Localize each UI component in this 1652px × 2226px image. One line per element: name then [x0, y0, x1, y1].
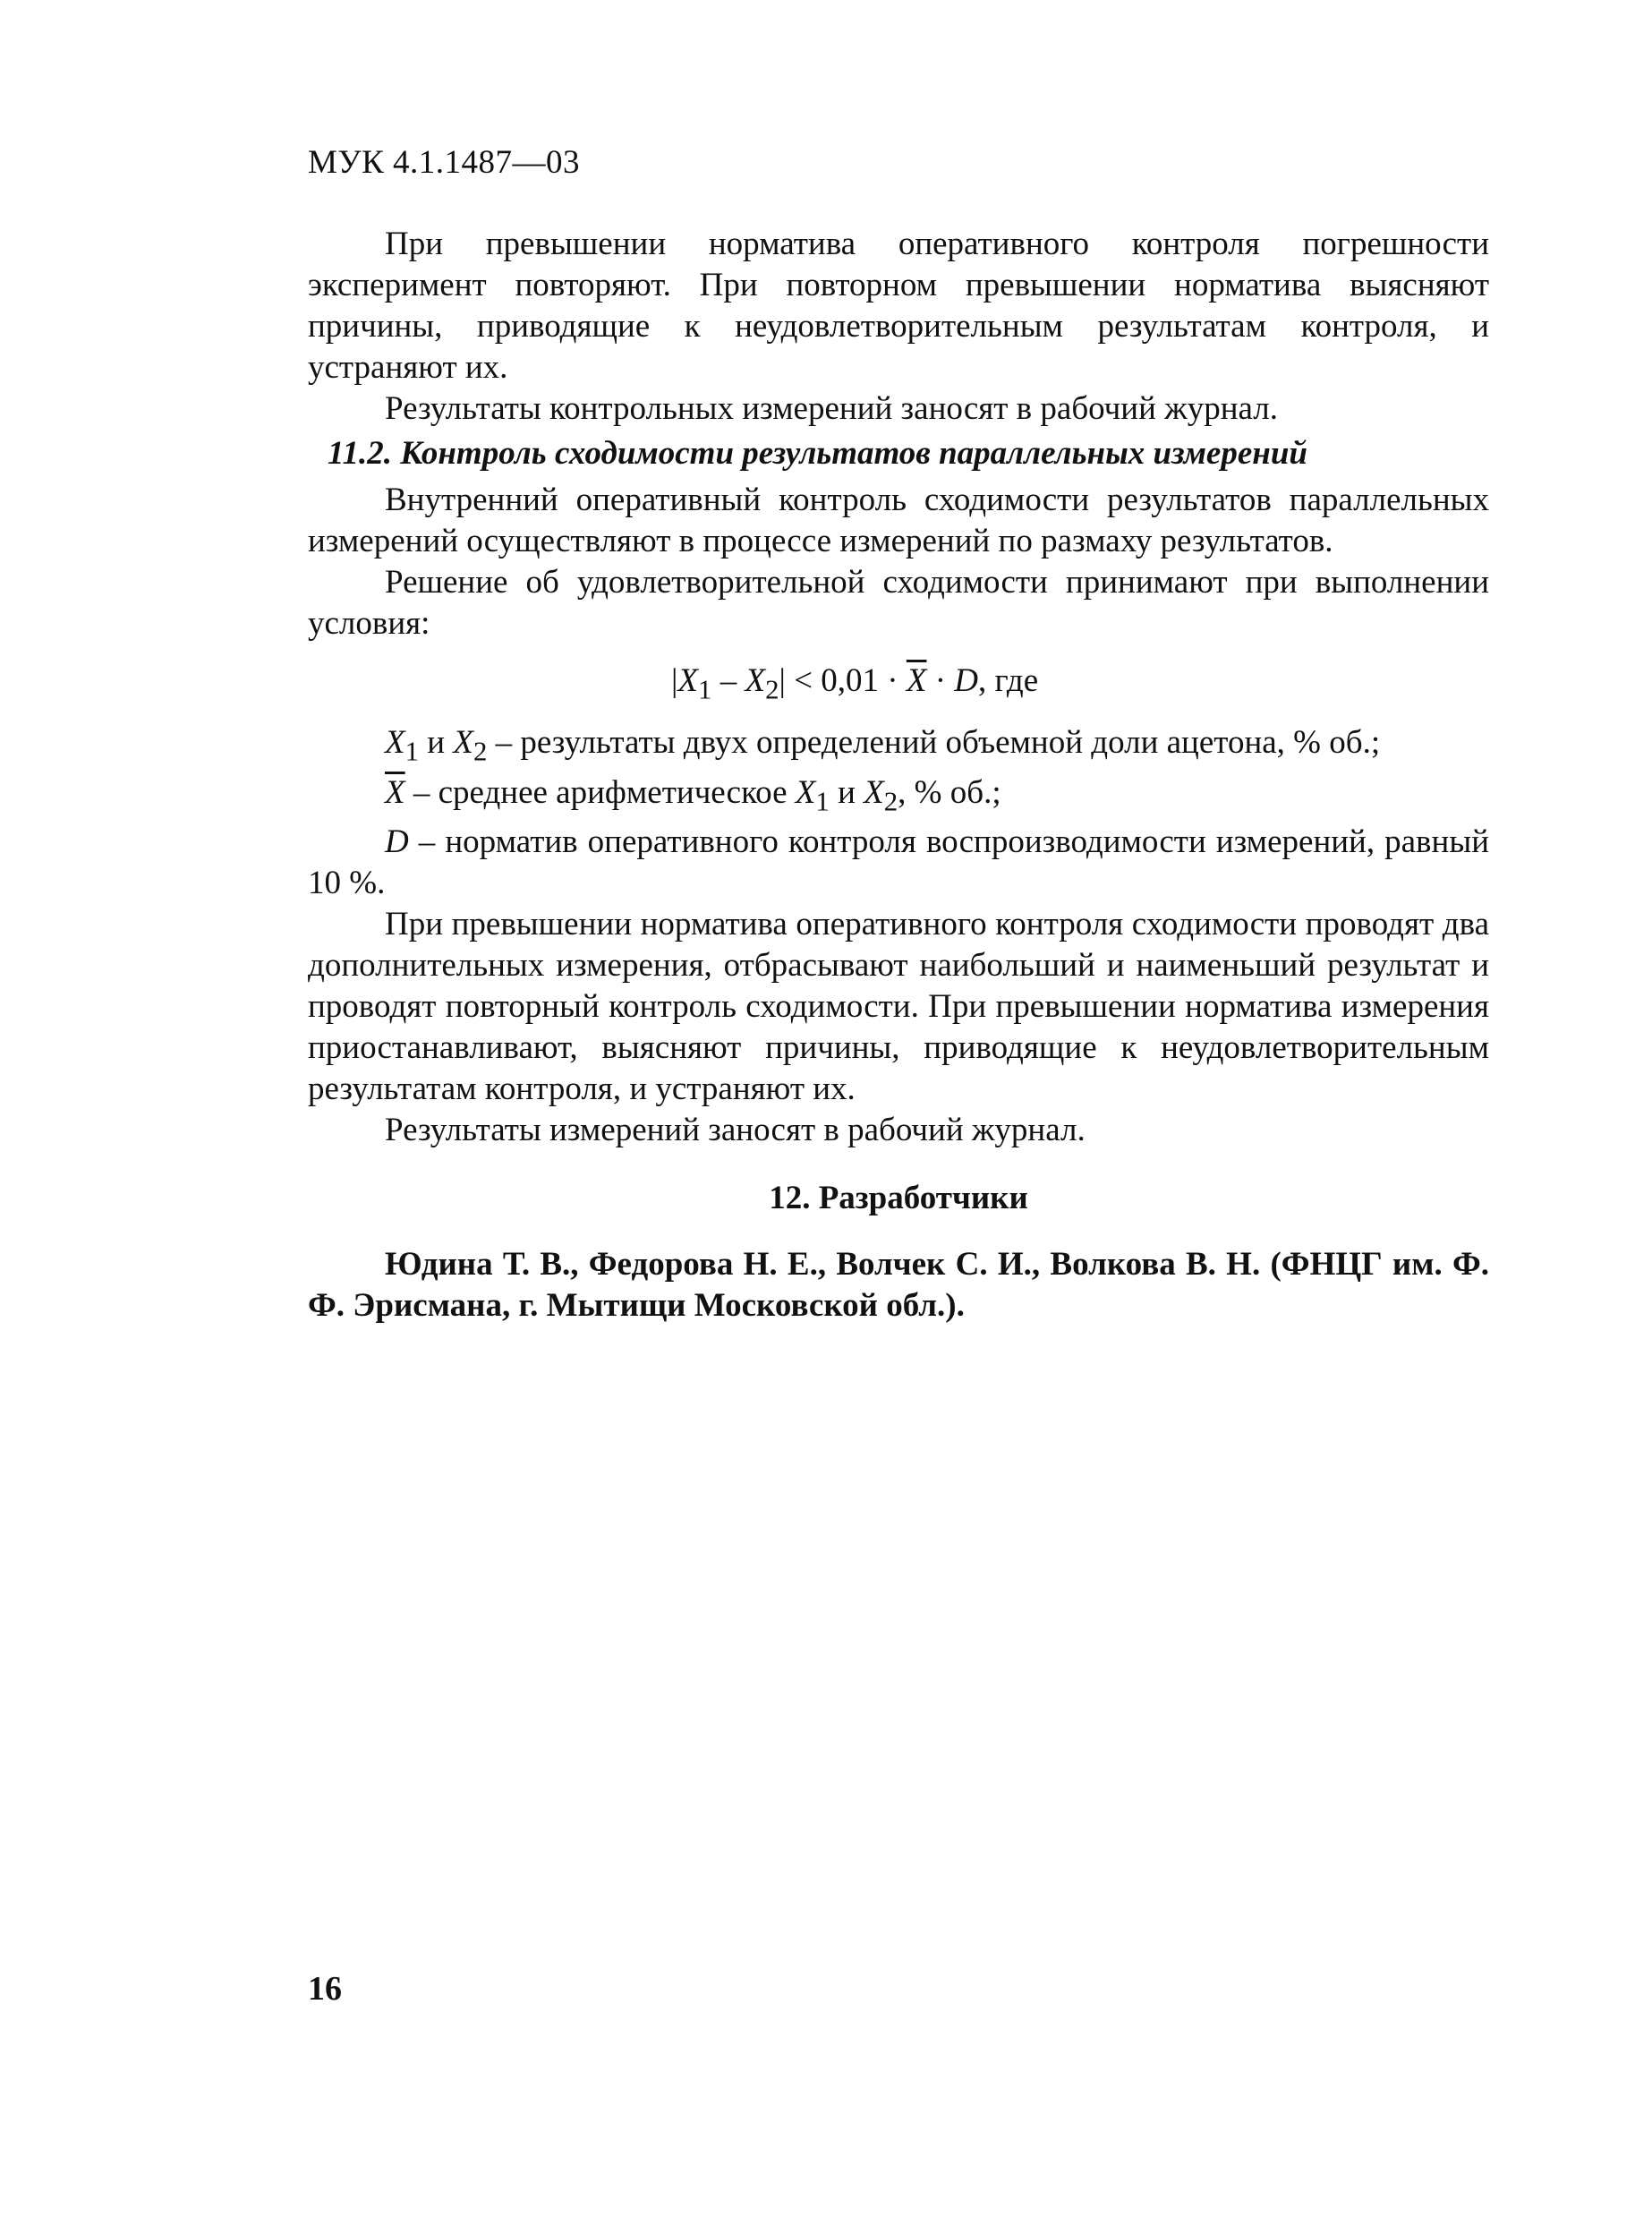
def2-x2: X [864, 773, 884, 811]
page-number: 16 [308, 1970, 342, 2008]
section-12-heading: 12. Разработчики [769, 1180, 1028, 1217]
formula-relation: < 0,01 · [785, 662, 907, 699]
paragraph-convergence-control: Внутренний оперативный контроль сходимости результатов параллельных измерений осуществляют в процессе измерений по размаху результатов. [308, 482, 1489, 559]
def1-x1: X [385, 724, 405, 762]
def2-sub1: 1 [815, 786, 830, 817]
formula-x1: X [677, 662, 699, 699]
def1-x2: X [453, 724, 473, 762]
def2-text: – среднее арифметическое [404, 773, 796, 811]
def1-sub1: 1 [404, 736, 420, 767]
paragraph-convergence-exceeded: При превышении норматива оперативного контроля сходимости проводят два дополнительных измерения, отбрасывают наибольший и наименьший результат и проводят повторный контроль сходимости. При превышении норматива измерения приостанавливают, выясняют причины, приводящие к неудовлетворительным результатам контроля, и устраняют их. [308, 906, 1489, 1108]
developers-list: Юдина Т. В., Федорова Н. Е., Волчек С. И., Волкова В. Н. (ФНЦГ им. Ф. Ф. Эрисмана, г. Мытищи Московской обл.). [308, 1246, 1489, 1325]
paragraph-log-results: Результаты контрольных измерений заносят в рабочий журнал. [385, 390, 1278, 427]
def1-text: – результаты двух определений объемной доли ацетона, % об.; [487, 724, 1381, 762]
formula-tail: , где [978, 662, 1039, 699]
def2-and: и [829, 773, 864, 811]
def3-d: D [385, 823, 409, 861]
formula-abs-open: | [671, 662, 678, 699]
def1-sub2: 2 [473, 736, 488, 767]
def2-x1: X [795, 773, 816, 811]
formula-x2: X [745, 662, 766, 699]
paragraph-log-measurements: Результаты измерений заносят в рабочий журнал. [385, 1112, 1086, 1149]
paragraph-error-control: При превышении норматива оперативного контроля погрешности эксперимент повторяют. При повторном превышении норматива выясняют причины, приводящие к неудовлетворительным результатам контроля, и устраняют их. [308, 226, 1489, 386]
formula-d: D [954, 662, 979, 699]
formula-dot: · [926, 662, 955, 699]
document-body [308, 224, 1489, 1326]
convergence-formula [308, 661, 1489, 710]
definition-xbar [308, 772, 1489, 822]
formula-xbar: $\overline{X}$ [906, 662, 927, 699]
def3-text: – норматив оперативного контроля воспроизводимости измерений, равный 10 %. [308, 823, 1489, 902]
def2-tail: , % об.; [898, 773, 1001, 811]
formula-minus: – [711, 662, 745, 699]
def1-and: и [419, 724, 454, 762]
formula-abs-close: | [779, 662, 786, 699]
definition-x1-x2 [308, 722, 1489, 772]
formula-sub2: 2 [765, 674, 779, 705]
definition-d [308, 822, 1489, 904]
def2-xbar: $\overline{X}$ [385, 773, 405, 811]
paragraph-convergence-condition: Решение об удовлетворительной сходимости принимают при выполнении условия: [308, 564, 1489, 642]
def2-sub2: 2 [883, 786, 898, 817]
document-code-header: МУК 4.1.1487—03 [308, 144, 581, 181]
formula-sub1: 1 [698, 674, 712, 705]
section-11-2-heading: 11.2. Контроль сходимости результатов параллельных измерений [328, 435, 1307, 472]
